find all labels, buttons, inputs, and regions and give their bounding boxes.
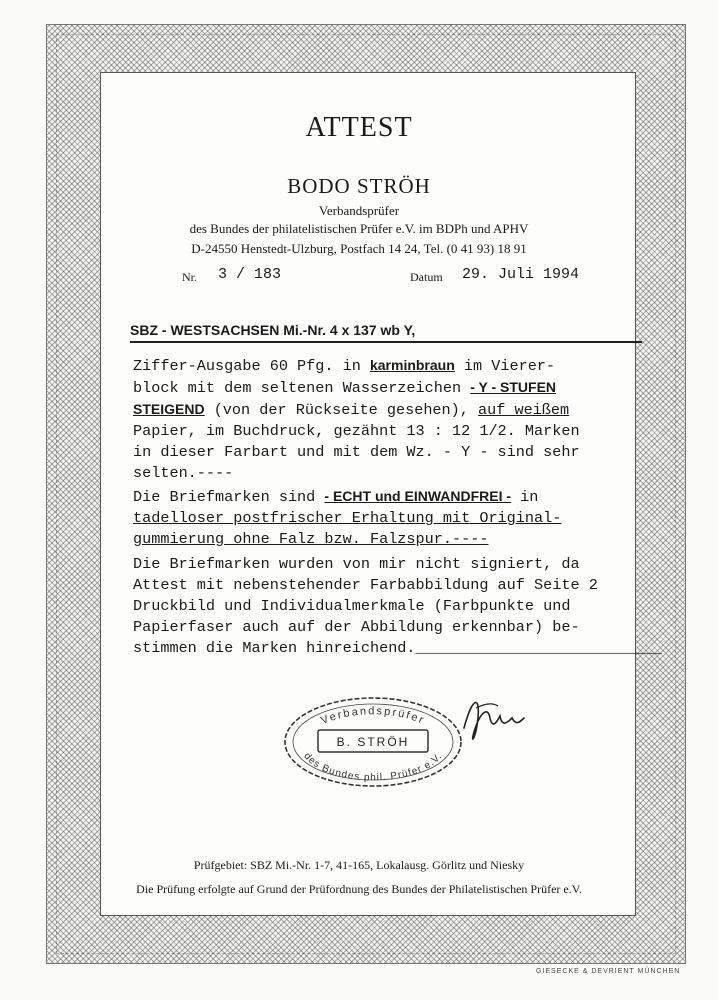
description-paragraph: Ziffer-Ausgabe 60 Pfg. in karminbraun im Vierer- block mit dem seltenen Wasserzeichen - Y - STUFEN STEIGEND (von der Rückseite gesehen), auf weißem Papier, im Buchdruck, gezähnt 13 : 12 1/2. Marken in dieser Farbart und mit dem Wz. - Y - sind sehr selten.---- xyxy=(133,357,580,482)
handwritten-signature xyxy=(458,688,530,748)
watermark-steigend: STEIGEND xyxy=(133,401,205,417)
certificate-number: 3 / 183 xyxy=(218,266,282,283)
document-title: ATTEST xyxy=(305,112,413,143)
stamp-top-text: Verbandsprüfer xyxy=(319,705,427,728)
address-line: D-24550 Henstedt-Ulzburg, Postfach 14 24, Tel. (0 41 93) 18 91 xyxy=(191,241,527,256)
echt-einwandfrei: - ECHT und EINWANDFREI - xyxy=(324,488,512,504)
watermark-y: - Y - STUFEN xyxy=(470,379,557,395)
nr-label: Nr. xyxy=(182,270,197,284)
certificate-date: 29. Juli 1994 xyxy=(462,266,580,283)
stamp-center-text: B. STRÖH xyxy=(336,735,410,749)
examination-basis: Die Prüfung erfolgte auf Grund der Prüfordnung des Bundes der Philatelistischen Prüfer e.V. xyxy=(136,882,582,896)
date-label: Datum xyxy=(410,270,443,284)
examiner-name: BODO STRÖH xyxy=(287,174,431,198)
signature-note-paragraph: Die Briefmarken wurden von mir nicht signiert, da Attest mit nebenstehender Farbabbildung auf Seite 2 Druckbild und Individualmerkmale (Farbpunkte und Papierfaser auch auf der Abbildung erkennbar) be- stimmen die Marken hinreichend.___________________________ xyxy=(133,555,662,657)
color-karminbraun: karminbraun xyxy=(369,357,455,373)
examiner-role: Verbandsprüfer xyxy=(318,203,400,218)
examiner-stamp xyxy=(278,690,468,790)
examination-scope: Prüfgebiet: SBZ Mi.-Nr. 1-7, 41-165, Lokalausg. Görlitz und Niesky xyxy=(193,858,525,872)
federation-line: des Bundes der philatelistischen Prüfer e.V. im BDPh und APHV xyxy=(189,221,529,236)
stamp-catalog-heading: SBZ - WESTSACHSEN Mi.-Nr. 4 x 137 wb Y, xyxy=(130,322,642,343)
authenticity-paragraph: Die Briefmarken sind - ECHT und EINWANDFREI - in tadelloser postfrischer Erhaltung mit Original- gummierung ohne Falz bzw. Falzspur.---- xyxy=(133,488,562,548)
printer-mark: GIESECKE & DEVRIENT MÜNCHEN xyxy=(536,968,681,975)
stamp-bottom-text: des Bundes phil. Prüfer e.V. xyxy=(301,750,445,784)
